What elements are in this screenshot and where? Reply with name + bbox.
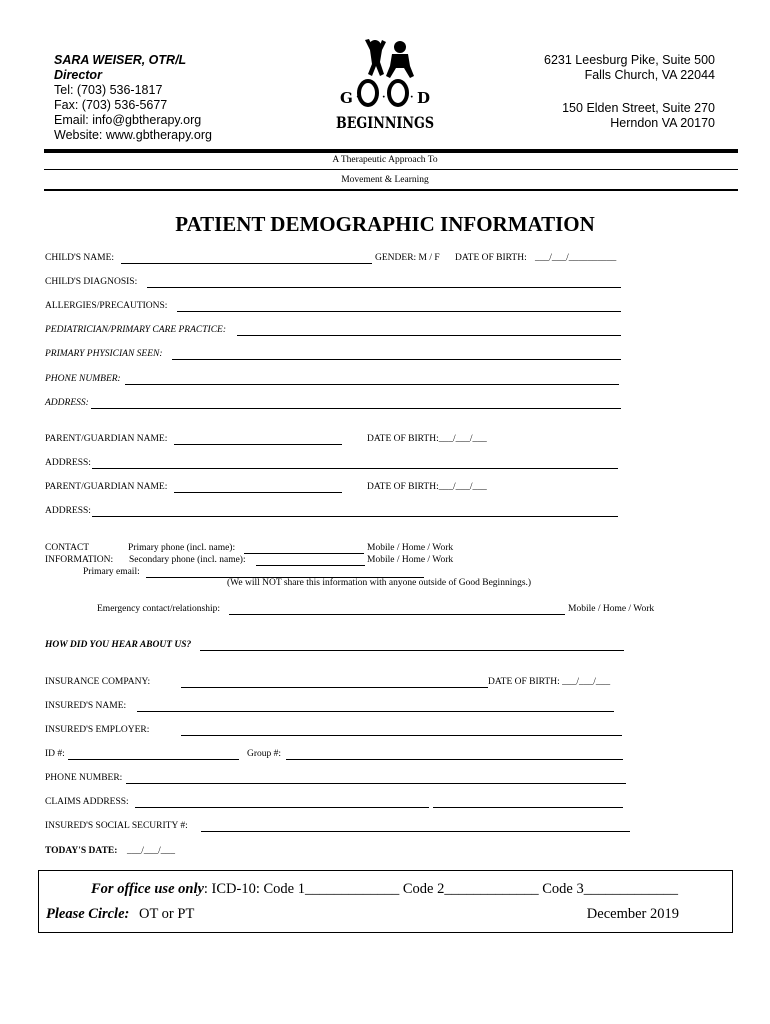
ot-pt-options[interactable]: OT or PT	[138, 906, 195, 922]
ssn-field[interactable]	[201, 831, 630, 832]
guardian-2-name-field[interactable]	[174, 492, 342, 493]
phone-label: PHONE NUMBER:	[45, 374, 121, 384]
gender-label[interactable]: GENDER: M / F	[375, 253, 440, 263]
svg-text:BEGINNINGS: BEGINNINGS	[336, 113, 434, 132]
svg-text:·: ·	[356, 92, 360, 103]
address-label: ADDRESS:	[45, 398, 89, 408]
address-1-line-1: 6231 Leesburg Pike, Suite 500	[544, 53, 715, 67]
svg-text:D: D	[417, 89, 431, 107]
diagnosis-label: CHILD'S DIAGNOSIS:	[45, 277, 138, 287]
guardian-2-address-label: ADDRESS:	[45, 506, 91, 516]
child-dob-field[interactable]: ___/___/__________	[535, 253, 617, 263]
ssn-label: INSURED'S SOCIAL SECURITY #:	[45, 821, 188, 831]
allergies-field[interactable]	[177, 311, 621, 312]
pediatrician-field[interactable]	[237, 335, 621, 336]
physician-label: PRIMARY PHYSICIAN SEEN:	[45, 349, 163, 359]
header-rule-thick	[44, 149, 738, 153]
referral-source-field[interactable]	[200, 650, 624, 651]
childs-name-field[interactable]	[121, 263, 372, 264]
children-figures-icon	[330, 36, 440, 136]
insurance-company-field[interactable]	[181, 687, 488, 688]
secondary-phone-type[interactable]: Mobile / Home / Work	[367, 555, 454, 565]
guardian-2-name-label: PARENT/GUARDIAN NAME:	[45, 482, 168, 492]
address-1-line-2: Falls Church, VA 22044	[584, 68, 715, 82]
claims-address-label: CLAIMS ADDRESS:	[45, 797, 129, 807]
good-beginnings-logo	[330, 36, 440, 136]
header-rule-bottom	[44, 189, 738, 191]
director-title: Director	[54, 68, 102, 82]
office-use-row	[91, 881, 678, 898]
telephone: Tel: (703) 536-1817	[54, 83, 163, 97]
insurance-company-label: INSURANCE COMPANY:	[45, 677, 151, 687]
todays-date-field[interactable]: ___/___/___	[127, 846, 176, 856]
guardian-1-dob[interactable]: DATE OF BIRTH:___/___/___	[367, 434, 487, 444]
svg-text:·: ·	[382, 92, 386, 103]
insurance-phone-label: PHONE NUMBER:	[45, 773, 123, 783]
insureds-name-label: INSURED'S NAME:	[45, 701, 127, 711]
guardian-1-name-field[interactable]	[174, 444, 342, 445]
address-2-line-1: 150 Elden Street, Suite 270	[562, 101, 715, 115]
tagline-line-1: A Therapeutic Approach To	[332, 155, 438, 165]
page-title: PATIENT DEMOGRAPHIC INFORMATION	[175, 212, 595, 236]
primary-phone-type[interactable]: Mobile / Home / Work	[367, 543, 454, 553]
guardian-2-dob[interactable]: DATE OF BIRTH:___/___/___	[367, 482, 487, 492]
insureds-name-field[interactable]	[137, 711, 614, 712]
svg-text:·: ·	[410, 92, 414, 103]
guardian-2-address-field[interactable]	[92, 516, 618, 517]
childs-name-label: CHILD'S NAME:	[45, 253, 115, 263]
emergency-contact-field[interactable]	[229, 614, 565, 615]
primary-phone-label: Primary phone (incl. name):	[128, 543, 236, 553]
office-use-label: For office use only	[91, 881, 204, 897]
insureds-employer-label: INSURED'S EMPLOYER:	[45, 725, 150, 735]
contact-label: CONTACT	[45, 543, 90, 553]
phone-field[interactable]	[125, 384, 619, 385]
group-label: Group #:	[247, 749, 282, 759]
group-field[interactable]	[286, 759, 623, 760]
pediatrician-label: PEDIATRICIAN/PRIMARY CARE PRACTICE:	[45, 325, 227, 335]
revision-date: December 2019	[586, 906, 679, 922]
allergies-label: ALLERGIES/PRECAUTIONS:	[45, 301, 168, 311]
privacy-note: (We will NOT share this information with anyone outside of Good Beginnings.)	[227, 578, 532, 588]
office-use-box	[38, 870, 733, 933]
todays-date-label: TODAY'S DATE:	[45, 846, 118, 856]
insured-dob[interactable]: DATE OF BIRTH: ___/___/___	[488, 677, 611, 687]
circle-label: Please Circle:	[46, 906, 130, 922]
id-label: ID #:	[45, 749, 65, 759]
referral-source-label: HOW DID YOU HEAR ABOUT US?	[45, 640, 192, 650]
icd-codes[interactable]: : ICD-10: Code 1_____________ Code 2_____________ Code 3_____________	[203, 881, 678, 897]
physician-field[interactable]	[172, 359, 621, 360]
director-name: SARA WEISER, OTR/L	[54, 53, 187, 67]
diagnosis-field[interactable]	[147, 287, 621, 288]
claims-address-field-2[interactable]	[433, 807, 623, 808]
header-rule-thin	[44, 169, 738, 170]
address-2-line-2: Herndon VA 20170	[610, 116, 715, 130]
secondary-phone-field[interactable]	[256, 565, 365, 566]
insureds-employer-field[interactable]	[181, 735, 622, 736]
guardian-1-address-label: ADDRESS:	[45, 458, 91, 468]
claims-address-field-1[interactable]	[135, 807, 429, 808]
circle-row	[46, 906, 194, 923]
secondary-phone-label: Secondary phone (incl. name):	[129, 555, 246, 565]
email: Email: info@gbtherapy.org	[54, 113, 202, 127]
child-dob-label: DATE OF BIRTH:	[455, 253, 527, 263]
primary-phone-field[interactable]	[244, 553, 364, 554]
id-field[interactable]	[68, 759, 239, 760]
emergency-phone-type[interactable]: Mobile / Home / Work	[568, 604, 655, 614]
address-field[interactable]	[91, 408, 621, 409]
emergency-contact-label: Emergency contact/relationship:	[97, 604, 221, 614]
insurance-phone-field[interactable]	[126, 783, 626, 784]
tagline-line-2: Movement & Learning	[341, 175, 429, 185]
website: Website: www.gbtherapy.org	[54, 128, 212, 142]
guardian-1-address-field[interactable]	[92, 468, 618, 469]
svg-text:G: G	[340, 89, 353, 107]
primary-email-label: Primary email:	[83, 567, 140, 577]
guardian-1-name-label: PARENT/GUARDIAN NAME:	[45, 434, 168, 444]
fax: Fax: (703) 536-5677	[54, 98, 168, 112]
information-label: INFORMATION:	[45, 555, 114, 565]
